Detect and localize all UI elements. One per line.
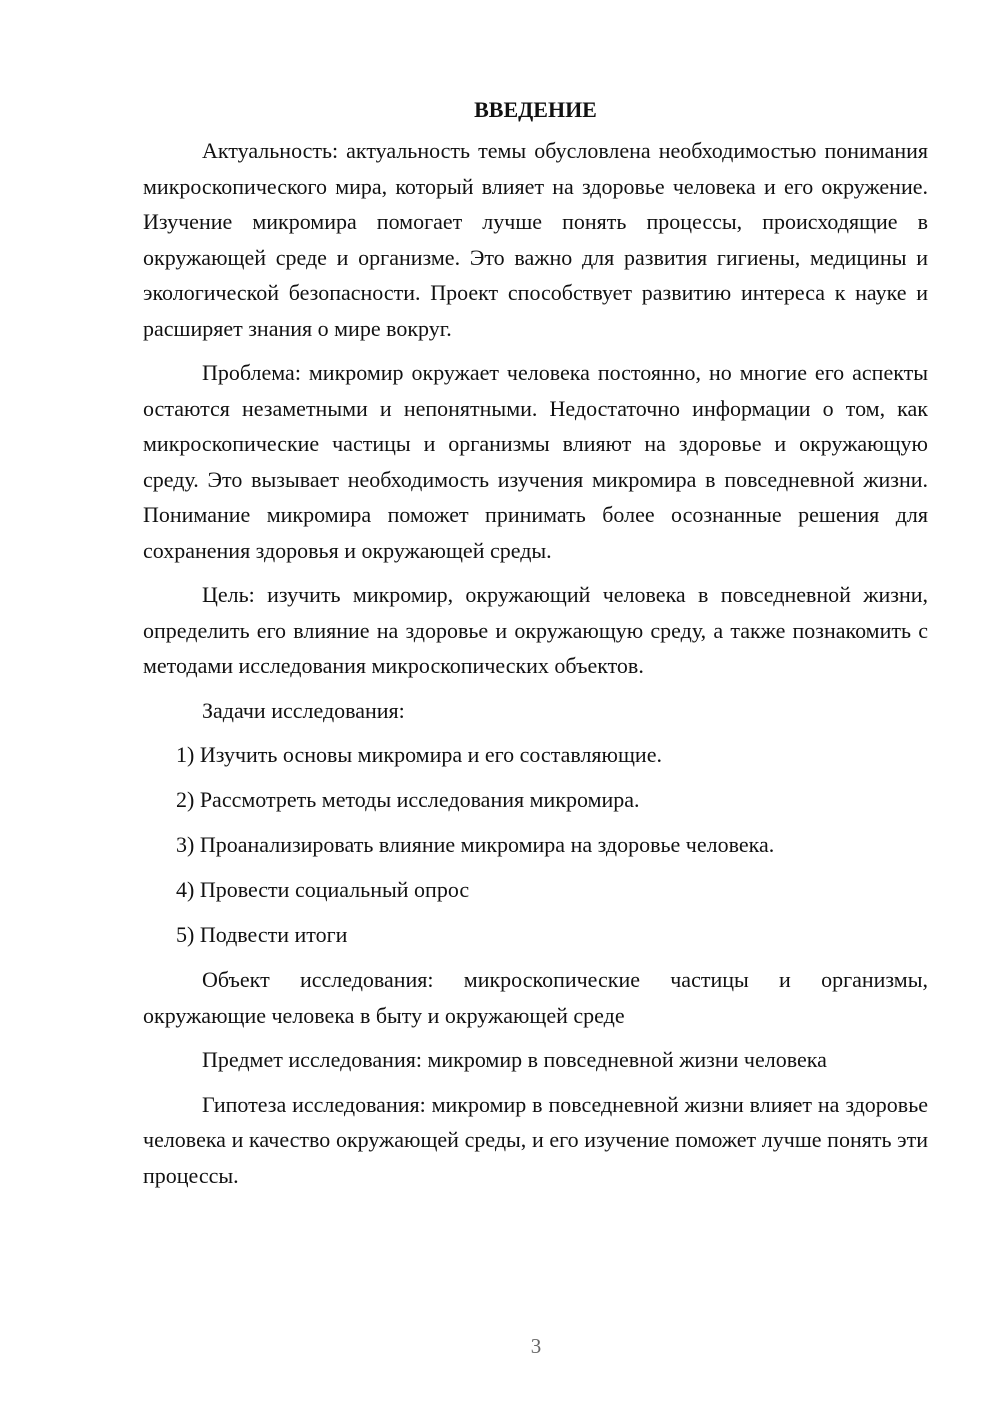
task-item: 1) Изучить основы микромира и его составляющие. xyxy=(176,742,662,767)
task-item: 3) Проанализировать влияние микромира на здоровье человека. xyxy=(176,832,775,857)
relevance-paragraph: Актуальность: актуальность темы обусловлена необходимостью понимания микроскопического мира, который влияет на здоровье человека и его окружение. Изучение микромира помогает лучше понять процессы, происходящие в окружающей среде и организме. Это важно для развития гигиены, медицины и экологической безопасности. Проект способствует развитию интереса к науке и расширяет знания о мире вокруг. xyxy=(143,138,928,341)
goal-paragraph: Цель: изучить микромир, окружающий человека в повседневной жизни, определить его влияние на здоровье и окружающую среду, а также познакомить с методами исследования микроскопических объектов. xyxy=(143,582,928,678)
subject-paragraph: Предмет исследования: микромир в повседневной жизни человека xyxy=(202,1047,827,1072)
page-number: 3 xyxy=(530,1334,542,1358)
object-paragraph: Объект исследования: микроскопические частицы и организмы, окружающие человека в быту и окружающей среде xyxy=(143,967,928,1028)
task-item: 2) Рассмотреть методы исследования микромира. xyxy=(176,787,640,812)
problem-paragraph: Проблема: микромир окружает человека постоянно, но многие его аспекты остаются незаметными и непонятными. Недостаточно информации о том, как микроскопические частицы и организмы влияют на здоровье и окружающую среду. Это вызывает необходимость изучения микромира в повседневной жизни. Понимание микромира поможет принимать более осознанные решения для сохранения здоровья и окружающей среды. xyxy=(143,360,928,563)
tasks-list xyxy=(143,737,928,953)
section-heading: ВВЕДЕНИЕ xyxy=(474,97,597,122)
hypothesis-paragraph: Гипотеза исследования: микромир в повседневной жизни влияет на здоровье человека и качество окружающей среды, и его изучение поможет лучше понять эти процессы. xyxy=(143,1091,928,1188)
tasks-heading: Задачи исследования: xyxy=(202,697,405,723)
page-content xyxy=(143,92,928,1202)
task-item: 4) Провести социальный опрос xyxy=(176,877,470,902)
task-item: 5) Подвести итоги xyxy=(176,922,348,947)
